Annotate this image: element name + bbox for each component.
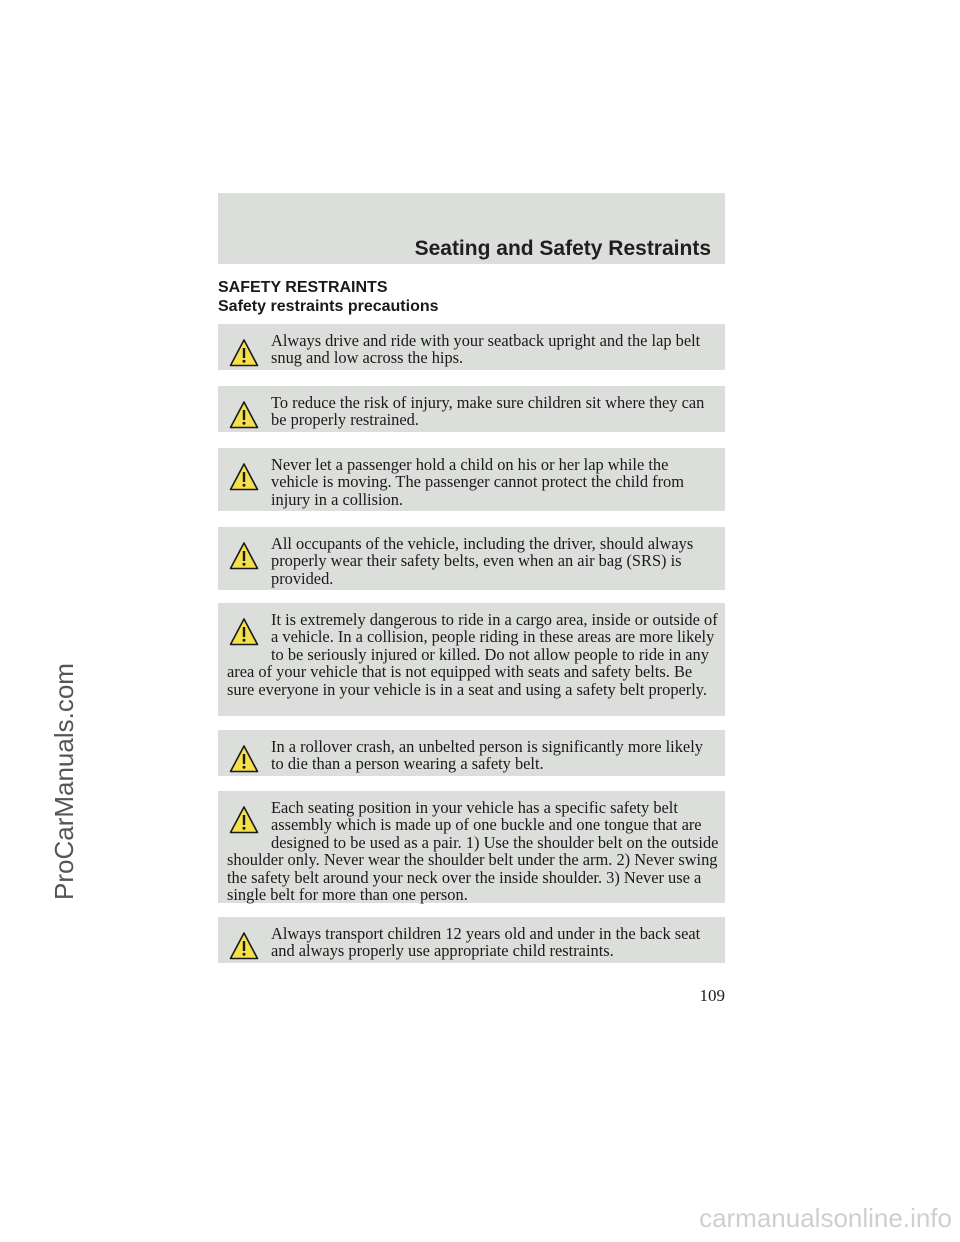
warning-box xyxy=(218,603,725,716)
warning-text: Never let a passenger hold a child on his or her lap while the vehicle is moving. The passenger cannot protect the child from injury in a collision. xyxy=(271,455,684,509)
header-band xyxy=(218,193,725,264)
warning-text: Each seating position in your vehicle has a specific safety belt assembly which is made up of one buckle and one tongue that are designed to be used as a pair. 1) Use the shoulder belt on the outside shoulder only. Never wear the shoulder belt under the arm. 2) Never swing the safety belt around your neck over the inside shoulder. 3) Never use a single belt for more than one person. xyxy=(227,798,719,905)
page-number: 109 xyxy=(699,986,725,1005)
warning-box xyxy=(218,791,725,903)
warning-triangle-icon xyxy=(229,338,259,368)
warning-triangle-icon xyxy=(229,462,259,492)
warning-triangle-icon xyxy=(229,617,259,647)
section-subheading: Safety restraints precautions xyxy=(218,298,439,315)
watermark-bottom: carmanualsonline.info xyxy=(699,1203,952,1233)
warning-box xyxy=(218,917,725,963)
warning-triangle-icon xyxy=(229,931,259,961)
warning-box xyxy=(218,324,725,370)
warning-triangle-icon xyxy=(229,541,259,571)
warning-text: All occupants of the vehicle, including the driver, should always properly wear their safety belts, even when an air bag (SRS) is provided. xyxy=(271,534,694,588)
warning-text: In a rollover crash, an unbelted person is significantly more likely to die than a person wearing a safety belt. xyxy=(271,737,703,774)
warning-box xyxy=(218,527,725,590)
warning-text: To reduce the risk of injury, make sure children sit where they can be properly restrained. xyxy=(271,393,705,430)
warning-text: It is extremely dangerous to ride in a cargo area, inside or outside of a vehicle. In a collision, people riding in these areas are more likely to be seriously injured or killed. Do not allow people to ride in any area of your vehicle that is not equipped with seats and safety belts. Be sure everyone in your vehicle is in a seat and using a safety belt properly. xyxy=(227,610,718,699)
warning-box xyxy=(218,730,725,776)
page-header-title: Seating and Safety Restraints xyxy=(414,237,711,260)
warning-box xyxy=(218,448,725,511)
section-heading: SAFETY RESTRAINTS xyxy=(218,279,388,296)
warning-triangle-icon xyxy=(229,400,259,430)
watermark-left: ProCarManuals.com xyxy=(49,663,79,900)
warning-text: Always transport children 12 years old and under in the back seat and always properly use appropriate child restraints. xyxy=(271,924,701,961)
warning-triangle-icon xyxy=(229,805,259,835)
warning-box xyxy=(218,386,725,432)
warning-triangle-icon xyxy=(229,744,259,774)
warning-text: Always drive and ride with your seatback upright and the lap belt snug and low across the hips. xyxy=(271,331,701,368)
